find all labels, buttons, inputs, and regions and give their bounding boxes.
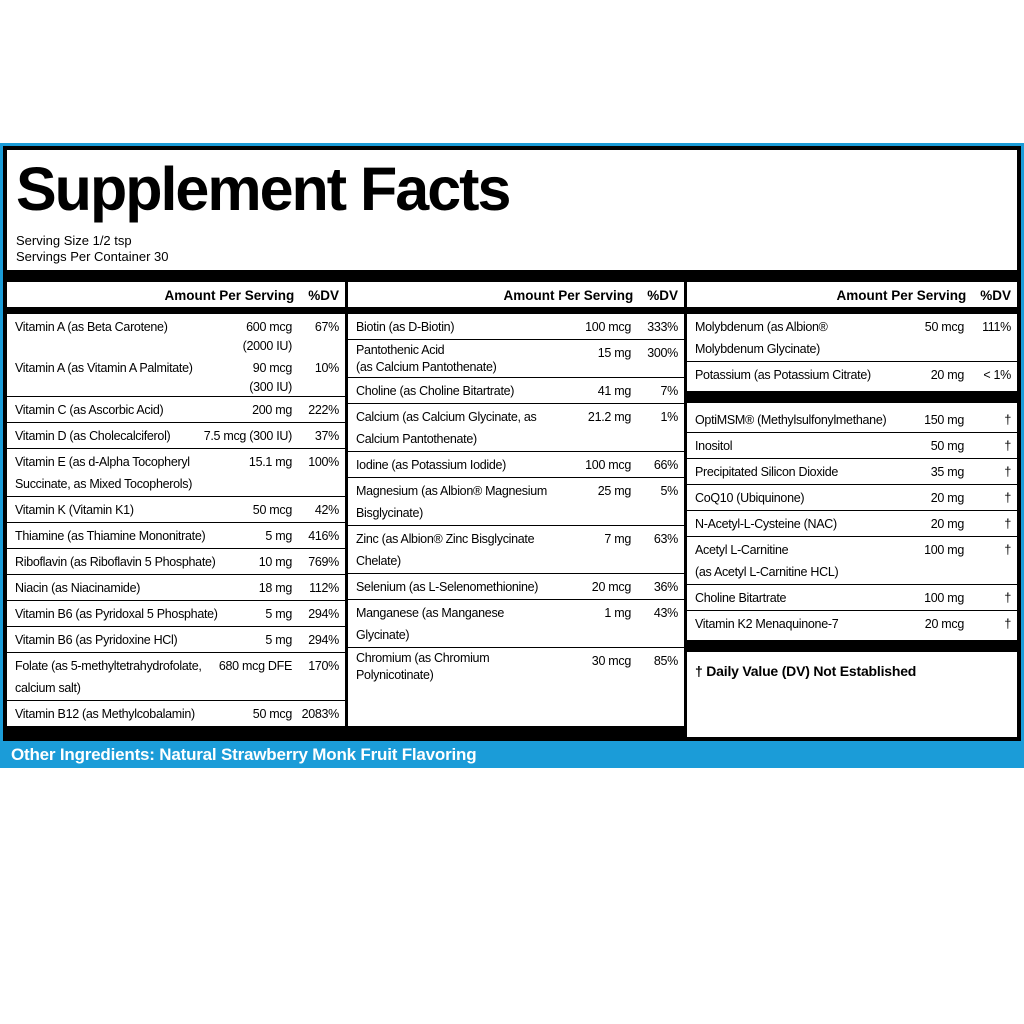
- ingredient-name: Niacin (as Niacinamide): [15, 581, 141, 595]
- ingredient-dv: 112%: [309, 581, 339, 595]
- ingredient-row: [687, 361, 1017, 387]
- ingredient-amount: 10 mg: [258, 555, 292, 569]
- ingredient-amount: 150 mg: [924, 413, 964, 427]
- ingredient-row: [687, 610, 1017, 636]
- facts-column-2: [345, 282, 684, 737]
- ingredient-name: Precipitated Silicon Dioxide: [695, 465, 839, 479]
- ingredient-dv: 416%: [308, 529, 339, 543]
- ingredient-name: Vitamin A (as Beta Carotene): [15, 320, 168, 334]
- ingredient-name: Riboflavin (as Riboflavin 5 Phosphate): [15, 555, 216, 569]
- ingredient-row: [7, 422, 345, 448]
- ingredient-row: [7, 548, 345, 574]
- ingredient-dv: 294%: [308, 607, 339, 621]
- ingredient-dv: †: [1004, 465, 1011, 479]
- ingredient-amount: 200 mg: [252, 403, 292, 417]
- ingredient-name: Vitamin K2 Menaquinone-7: [695, 617, 839, 631]
- ingredient-name: Calcium (as Calcium Glycinate, as Calcium Pantothenate): [356, 410, 537, 446]
- serving-size: Serving Size 1/2 tsp: [16, 233, 132, 249]
- ingredient-row: [348, 525, 684, 573]
- ingredient-name: Magnesium (as Albion® Magnesium Bisglycinate): [356, 484, 547, 520]
- separator-bar: [687, 640, 1017, 652]
- ingredient-row: [687, 407, 1017, 432]
- ingredient-name: Vitamin A (as Vitamin A Palmitate): [15, 361, 193, 375]
- top-divider-bar: [7, 270, 1017, 282]
- ingredient-dv: 333%: [647, 320, 678, 334]
- ingredient-row: [7, 448, 345, 496]
- ingredient-row: [348, 451, 684, 477]
- separator-bar: [687, 391, 1017, 403]
- ingredient-row: [7, 355, 345, 396]
- ingredient-amount: 90 mcg (300 IU): [249, 361, 292, 394]
- ingredient-amount: 41 mg: [597, 384, 631, 398]
- ingredient-dv: †: [1004, 491, 1011, 505]
- ingredient-row: [7, 652, 345, 700]
- ingredient-name: Folate (as 5-methyltetrahydrofolate, calcium salt): [15, 659, 202, 695]
- supplement-facts-label: [0, 143, 1024, 768]
- dv-footnote: † Daily Value (DV) Not Established: [695, 663, 917, 679]
- header-divider-bar: [348, 307, 684, 314]
- ingredient-name: Acetyl L-Carnitine (as Acetyl L-Carnitine HCL): [695, 543, 839, 579]
- ingredient-name: Vitamin E (as d-Alpha Tocopheryl Succinate, as Mixed Tocopherols): [15, 455, 193, 491]
- column-header-dv: %DV: [647, 288, 678, 303]
- ingredient-name: Biotin (as D-Biotin): [356, 320, 455, 334]
- ingredient-name: Potassium (as Potassium Citrate): [695, 368, 871, 382]
- ingredient-name: Vitamin B6 (as Pyridoxal 5 Phosphate): [15, 607, 218, 621]
- ingredient-dv: 43%: [653, 606, 678, 620]
- ingredient-dv: 222%: [308, 403, 339, 417]
- ingredient-name: Manganese (as Manganese Glycinate): [356, 606, 505, 642]
- ingredient-amount: 20 mg: [930, 491, 964, 505]
- ingredient-name: Chromium (as Chromium Polynicotinate): [356, 651, 490, 682]
- facts-column-3: [684, 282, 1017, 737]
- ingredient-dv: †: [1004, 617, 1011, 631]
- ingredient-row: [7, 574, 345, 600]
- label-header: [7, 150, 1017, 270]
- ingredient-name: Vitamin B12 (as Methylcobalamin): [15, 707, 195, 721]
- ingredient-dv: 170%: [308, 659, 339, 673]
- column-header-amount: Amount Per Serving: [836, 288, 967, 303]
- ingredient-row: [687, 314, 1017, 361]
- ingredient-row: [348, 314, 684, 339]
- ingredient-name: Vitamin B6 (as Pyridoxine HCl): [15, 633, 178, 647]
- ingredient-name: Vitamin D (as Cholecalciferol): [15, 429, 171, 443]
- ingredient-amount: 1 mg: [604, 606, 631, 620]
- other-ingredients-text: Other Ingredients: Natural Strawberry Monk Fruit Flavoring: [11, 744, 477, 764]
- ingredient-dv: †: [1004, 591, 1011, 605]
- ingredient-amount: 15.1 mg: [248, 455, 292, 469]
- ingredient-dv: 37%: [314, 429, 339, 443]
- ingredient-row: [7, 496, 345, 522]
- ingredient-amount: 25 mg: [597, 484, 631, 498]
- ingredient-row: [348, 377, 684, 403]
- ingredient-name: Inositol: [695, 439, 733, 453]
- ingredient-dv: †: [1004, 517, 1011, 531]
- ingredient-row: [348, 477, 684, 525]
- ingredient-row: [348, 403, 684, 451]
- ingredient-name: Selenium (as L-Selenomethionine): [356, 580, 539, 594]
- ingredient-amount: 680 mcg DFE: [218, 659, 292, 673]
- column-header-dv: %DV: [980, 288, 1011, 303]
- ingredient-row: [687, 484, 1017, 510]
- ingredient-row: [687, 510, 1017, 536]
- facts-table: [7, 282, 1017, 737]
- ingredient-amount: 100 mg: [924, 543, 964, 557]
- ingredient-dv: †: [1004, 543, 1011, 557]
- ingredient-amount: 20 mcg: [924, 617, 964, 631]
- facts-column-1: [7, 282, 345, 737]
- ingredient-amount: 20 mg: [930, 517, 964, 531]
- ingredient-amount: 21.2 mg: [587, 410, 631, 424]
- ingredient-row: [7, 700, 345, 726]
- ingredient-dv: 85%: [653, 654, 678, 668]
- ingredient-dv: 7%: [660, 384, 678, 398]
- column-header: [687, 282, 1017, 307]
- ingredient-amount: 20 mg: [930, 368, 964, 382]
- ingredient-row: [348, 573, 684, 599]
- facts-title: Supplement Facts: [16, 155, 510, 223]
- ingredient-dv: 111%: [982, 320, 1011, 334]
- ingredient-dv: 5%: [660, 484, 678, 498]
- ingredient-dv: 294%: [308, 633, 339, 647]
- ingredient-row: [348, 647, 684, 685]
- column-header: [348, 282, 684, 307]
- ingredient-amount: 50 mcg: [252, 707, 292, 721]
- ingredient-dv: 66%: [653, 458, 678, 472]
- ingredient-amount: 5 mg: [265, 529, 292, 543]
- ingredient-row: [687, 536, 1017, 584]
- ingredient-name: Thiamine (as Thiamine Mononitrate): [15, 529, 206, 543]
- ingredient-dv: 10%: [314, 361, 339, 375]
- ingredient-dv: 2083%: [301, 707, 339, 721]
- ingredient-name: N-Acetyl-L-Cysteine (NAC): [695, 517, 837, 531]
- ingredient-amount: 50 mg: [930, 439, 964, 453]
- ingredient-dv: 300%: [647, 346, 678, 360]
- servings-per-container: Servings Per Container 30: [16, 249, 169, 265]
- ingredient-dv: †: [1004, 413, 1011, 427]
- ingredient-rows: [7, 314, 345, 737]
- ingredient-name: Iodine (as Potassium Iodide): [356, 458, 507, 472]
- ingredient-dv: 42%: [314, 503, 339, 517]
- ingredient-amount: 7 mg: [604, 532, 631, 546]
- ingredient-name: Pantothenic Acid (as Calcium Pantothenate): [356, 343, 497, 374]
- bottom-bar: [348, 726, 684, 737]
- bottom-bar: [7, 726, 345, 737]
- facts-panel: [3, 146, 1021, 741]
- ingredient-row: [348, 339, 684, 377]
- ingredient-name: OptiMSM® (Methylsulfonylmethane): [695, 413, 887, 427]
- ingredient-dv: 1%: [660, 410, 678, 424]
- ingredient-name: Choline Bitartrate: [695, 591, 787, 605]
- ingredient-name: Vitamin K (Vitamin K1): [15, 503, 134, 517]
- ingredient-dv: 100%: [308, 455, 339, 469]
- ingredient-name: Zinc (as Albion® Zinc Bisglycinate Chelate): [356, 532, 535, 568]
- ingredient-name: Vitamin C (as Ascorbic Acid): [15, 403, 164, 417]
- ingredient-dv: 67%: [314, 320, 339, 334]
- ingredient-dv: 769%: [308, 555, 339, 569]
- ingredient-amount: 5 mg: [265, 607, 292, 621]
- other-ingredients-bar: [3, 741, 1021, 768]
- ingredient-rows: [348, 314, 684, 737]
- ingredient-amount: 5 mg: [265, 633, 292, 647]
- ingredient-row: [7, 396, 345, 422]
- column-header-dv: %DV: [308, 288, 339, 303]
- ingredient-amount: 50 mcg: [252, 503, 292, 517]
- ingredient-dv: 63%: [653, 532, 678, 546]
- ingredient-row: [7, 314, 345, 355]
- ingredient-row: [687, 458, 1017, 484]
- ingredient-amount: 30 mcg: [591, 654, 631, 668]
- ingredient-amount: 50 mcg: [924, 320, 964, 334]
- ingredient-amount: 100 mg: [924, 591, 964, 605]
- ingredient-amount: 100 mcg: [585, 320, 631, 334]
- ingredient-dv: †: [1004, 439, 1011, 453]
- ingredient-row: [7, 626, 345, 652]
- ingredient-dv: < 1%: [983, 368, 1011, 382]
- ingredient-name: Choline (as Choline Bitartrate): [356, 384, 515, 398]
- ingredient-amount: 7.5 mcg (300 IU): [203, 429, 292, 443]
- ingredient-amount: 35 mg: [930, 465, 964, 479]
- column-header-amount: Amount Per Serving: [164, 288, 295, 303]
- ingredient-row: [348, 599, 684, 647]
- ingredient-row: [687, 584, 1017, 610]
- ingredient-name: Molybdenum (as Albion® Molybdenum Glycinate): [695, 320, 828, 356]
- ingredient-name: CoQ10 (Ubiquinone): [695, 491, 805, 505]
- ingredient-row: [7, 600, 345, 626]
- ingredient-amount: 18 mg: [258, 581, 292, 595]
- ingredient-amount: 100 mcg: [585, 458, 631, 472]
- header-divider-bar: [687, 307, 1017, 314]
- header-divider-bar: [7, 307, 345, 314]
- ingredient-amount: 15 mg: [597, 346, 631, 360]
- ingredient-dv: 36%: [653, 580, 678, 594]
- ingredient-row: [687, 432, 1017, 458]
- ingredient-amount: 600 mcg (2000 IU): [242, 320, 292, 353]
- column-header: [7, 282, 345, 307]
- ingredient-rows: [687, 314, 1017, 737]
- ingredient-row: [7, 522, 345, 548]
- column-header-amount: Amount Per Serving: [503, 288, 634, 303]
- ingredient-amount: 20 mcg: [591, 580, 631, 594]
